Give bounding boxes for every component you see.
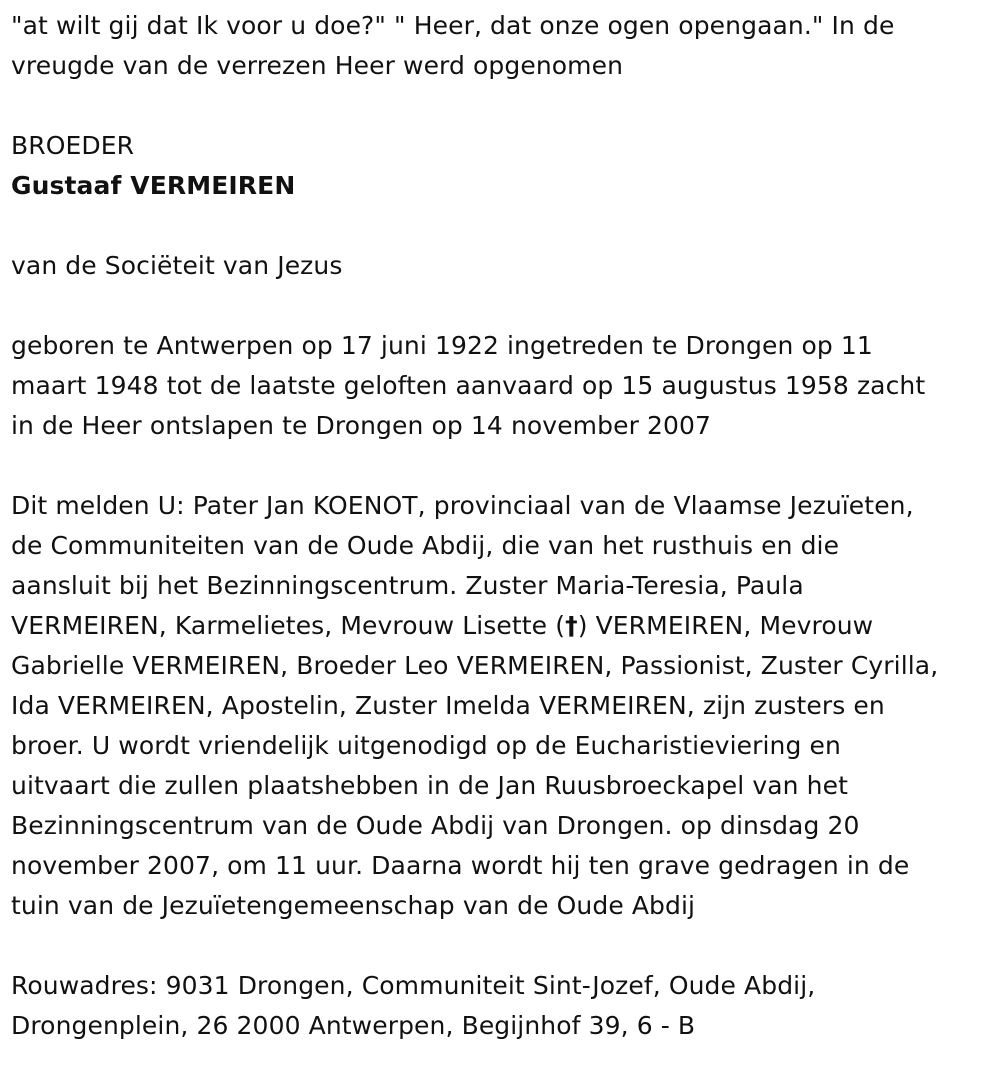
announcement-line: Dit melden U: Pater Jan KOENOT, provinciaal van de Vlaamse Jezuïeten,: [11, 491, 914, 520]
announcement: [11, 486, 991, 926]
announcement-text: VERMEIREN, Karmelietes, Mevrouw Lisette (: [11, 611, 566, 640]
biography-line: geboren te Antwerpen op 17 juni 1922 ingetreden te Drongen op 11: [11, 331, 873, 360]
announcement-text: ) VERMEIREN, Mevrouw: [577, 611, 874, 640]
announcement-line: aansluit bij het Bezinningscentrum. Zuster Maria-Teresia, Paula: [11, 571, 804, 600]
announcement-line: Ida VERMEIREN, Apostelin, Zuster Imelda VERMEIREN, zijn zusters en: [11, 691, 885, 720]
mourning-address: [11, 966, 991, 1046]
announcement-line: uitvaart die zullen plaatshebben in de Jan Ruusbroeckapel van het: [11, 771, 848, 800]
deceased-name: Gustaaf VERMEIREN: [11, 171, 296, 200]
intro-line: "at wilt gij dat Ik voor u doe?" " Heer, dat onze ogen opengaan." In de: [11, 11, 895, 40]
announcement-line: november 2007, om 11 uur. Daarna wordt hij ten grave gedragen in de: [11, 851, 910, 880]
announcement-line: de Communiteiten van de Oude Abdij, die van het rusthuis en die: [11, 531, 840, 560]
order-line: van de Sociëteit van Jezus: [11, 251, 343, 280]
biography: [11, 326, 991, 446]
announcement-line: Bezinningscentrum van de Oude Abdij van Drongen. op dinsdag 20: [11, 811, 860, 840]
announcement-line: tuin van de Jezuïetengemeenschap van de Oude Abdij: [11, 891, 696, 920]
announcement-line: broer. U wordt vriendelijk uitgenodigd op de Eucharistieviering en: [11, 731, 841, 760]
address-line: Drongenplein, 26 2000 Antwerpen, Begijnhof 39, 6 - B: [11, 1011, 696, 1040]
cross-icon: †: [565, 611, 578, 640]
biography-line: maart 1948 tot de laatste geloften aanvaard op 15 augustus 1958 zacht: [11, 371, 926, 400]
religious-order: [11, 246, 991, 286]
intro-quote: [11, 6, 991, 86]
title-label: BROEDER: [11, 131, 135, 160]
announcement-line: [11, 606, 991, 646]
announcement-line: Gabrielle VERMEIREN, Broeder Leo VERMEIREN, Passionist, Zuster Cyrilla,: [11, 651, 939, 680]
address-line: Rouwadres: 9031 Drongen, Communiteit Sint-Jozef, Oude Abdij,: [11, 971, 816, 1000]
intro-line: vreugde van de verrezen Heer werd opgenomen: [11, 51, 624, 80]
biography-line: in de Heer ontslapen te Drongen op 14 november 2007: [11, 411, 712, 440]
